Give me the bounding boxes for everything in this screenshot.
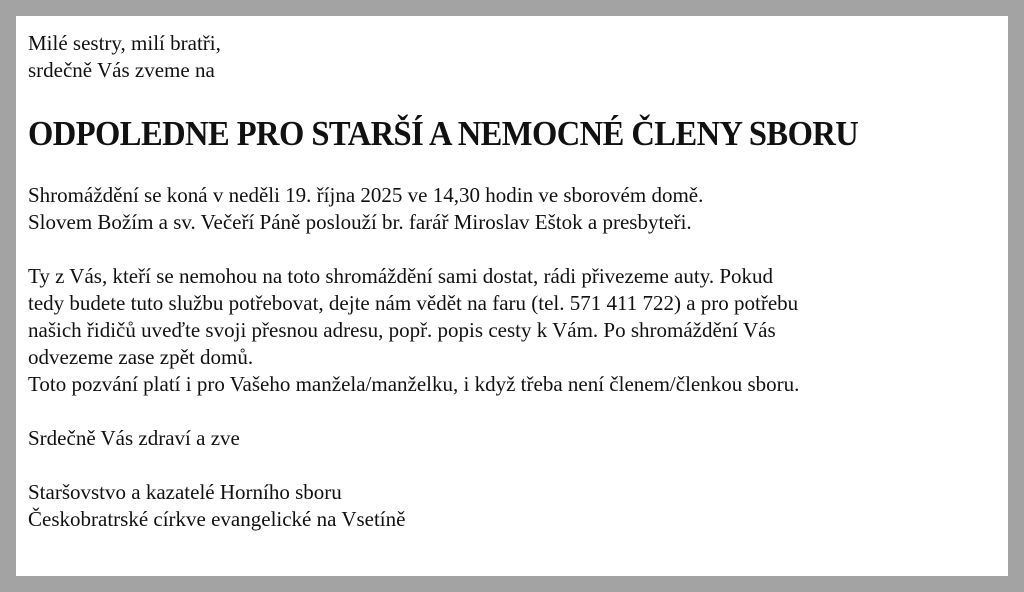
transport-info [28, 263, 1008, 398]
info-line: Shromáždění se koná v neděli 19. října 2025 ve 14,30 hodin ve sborovém domě. [28, 183, 704, 207]
greeting-line: srdečně Vás zveme na [28, 58, 215, 82]
greeting-line: Milé sestry, milí bratři, [28, 31, 221, 55]
transport-line: tedy budete tuto službu potřebovat, dejte nám vědět na faru (tel. 571 411 722) a pro potřebu [28, 291, 799, 315]
spacer [28, 452, 1008, 479]
closing-line: Srdečně Vás zdraví a zve [28, 426, 240, 450]
transport-line: odvezeme zase zpět domů. [28, 345, 254, 369]
info-line: Slovem Božím a sv. Večeří Páně poslouží br. farář Miroslav Eštok a presbyteři. [28, 210, 692, 234]
event-title: ODPOLEDNE PRO STARŠÍ A NEMOCNÉ ČLENY SBORU [28, 114, 859, 153]
closing [28, 425, 1008, 452]
signature [28, 479, 1008, 533]
transport-line: Ty z Vás, kteří se nemohou na toto shromáždění sami dostat, rádi přivezeme auty. Pokud [28, 264, 774, 288]
signature-line: Českobratrské církve evangelické na Vsetíně [28, 507, 406, 531]
signature-line: Staršovstvo a kazatelé Horního sboru [28, 480, 342, 504]
spacer [28, 236, 1008, 263]
event-info [28, 182, 1008, 236]
invitation-notice [16, 16, 1008, 576]
transport-line: našich řidičů uveďte svoji přesnou adresu, popř. popis cesty k Vám. Po shromáždění Vás [28, 318, 776, 342]
transport-line: Toto pozvání platí i pro Vašeho manžela/manželku, i když třeba není členem/členkou sboru. [28, 372, 800, 396]
greeting [28, 30, 1008, 84]
spacer [28, 398, 1008, 425]
